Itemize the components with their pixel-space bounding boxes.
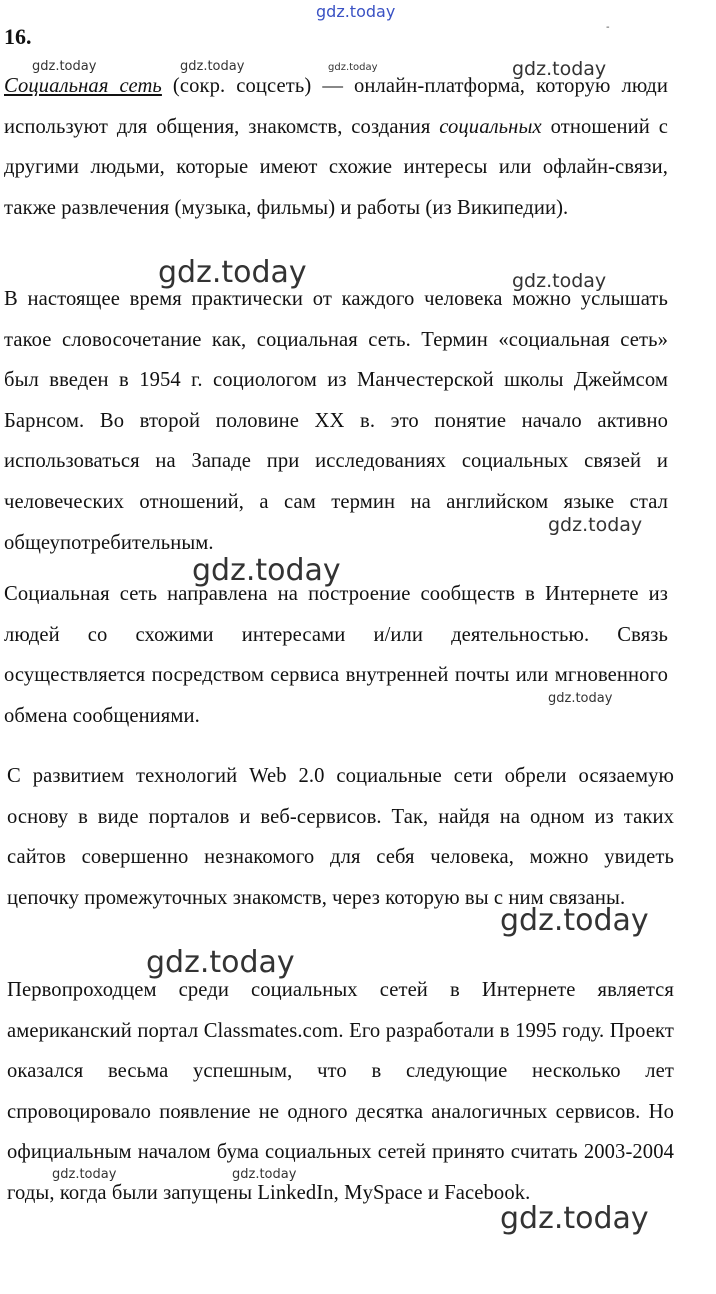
watermark: gdz.today (500, 903, 649, 938)
paragraph-pioneers: Первопроходцем среди социальных сетей в Интернете является американский портал Classmates.com. Его разработали в 1995 году. Проект оказался весьма успешным, что в следующие несколько лет спровоцировало появление не одного десятка аналогичных сервисов. Но официальным началом бума социальных сетей принято считать 2003-2004 годы, когда были запущены LinkedIn, MySpace и Facebook. (7, 979, 674, 1204)
watermark: gdz.today (548, 514, 643, 536)
watermark: gdz.today (548, 691, 613, 706)
watermark-top: gdz.today (316, 2, 396, 21)
watermark: gdz.today (512, 58, 607, 80)
paragraph-purpose: Социальная сеть направлена на построение сообществ в Интернете из людей со схожими интересами и/или деятельностью. Связь осуществляется посредством сервиса внутренней почты или мгновенного обмена сообщениями. (4, 583, 668, 727)
definition-text-part1: (сокр. соцсеть) — онлайн-платформа, которую люди используют для общения, знакомств, создания (4, 75, 669, 138)
watermark: gdz.today (192, 553, 341, 588)
watermark: gdz.today (32, 59, 97, 74)
task-number: 16. (4, 24, 32, 49)
watermark: gdz.today (328, 62, 378, 73)
watermark: gdz.today (52, 1167, 117, 1182)
watermark: gdz.today (232, 1167, 297, 1182)
stray-mark: - (606, 22, 610, 33)
paragraph-web20: С развитием технологий Web 2.0 социальные сети обрели осязаемую основу в виде порталов и веб-сервисов. Так, найдя на одном из таких сайтов совершенно незнакомого для себя человека, можно увидеть цепочку промежуточных знакомств, через которую вы с ним связаны. (7, 765, 674, 909)
watermark: gdz.today (512, 270, 607, 292)
paragraph-history: В настоящее время практически от каждого человека можно услышать такое словосочетание как, социальная сеть. Термин «социальная сеть» был введен в 1954 г. социологом из Манчестерской школы Джеймсом Барнсом. Во второй половине XX в. это понятие начало активно использоваться на Западе при исследованиях социальных связей и человеческих отношений, а сам термин на английском языке стал общеупотребительным. (4, 288, 668, 554)
definition-text-part2: отношений с другими людьми, которые имеют схожие интересы или офлайн-связи, также развлечения (музыка, фильмы) и работы (из Википедии). (4, 115, 668, 219)
paragraph-definition (4, 66, 668, 228)
definition-italic-word: социальных (439, 115, 542, 138)
watermark: gdz.today (500, 1201, 649, 1236)
watermark: gdz.today (146, 945, 295, 980)
watermark: gdz.today (158, 255, 307, 290)
watermark: gdz.today (180, 59, 245, 74)
defined-term: Социальная сеть (4, 75, 162, 97)
